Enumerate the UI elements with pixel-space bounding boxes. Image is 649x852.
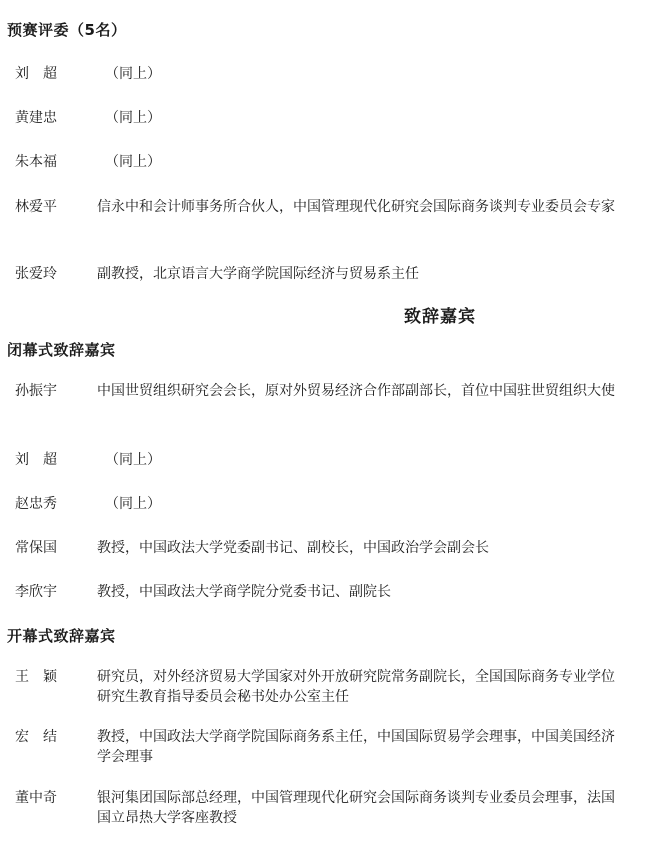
person-description: （同上）: [105, 154, 161, 170]
person-description: 副教授，北京语言大学商学院国际经济与贸易系主任: [97, 266, 419, 282]
person-name: 林爱平: [15, 199, 57, 215]
person-name: 黄建忠: [15, 110, 57, 126]
person-name: 张爱玲: [15, 266, 57, 282]
person-description: 中国世贸组织研究会会长，原对外贸易经济合作部副部长，首位中国驻世贸组织大使: [97, 383, 615, 399]
person-description: （同上）: [105, 110, 161, 126]
person-description: 教授，中国政法大学商学院国际商务系主任，中国国际贸易学会理事，中国美国经济学会理事: [97, 729, 615, 765]
closing-guests-heading: 闭幕式致辞嘉宾: [7, 341, 116, 359]
person-name: 常保国: [15, 540, 57, 556]
person-name: 董中奇: [15, 790, 57, 806]
person-name: 孙振宇: [15, 383, 57, 399]
person-description: （同上）: [105, 66, 161, 82]
person-name: 刘 超: [15, 66, 57, 82]
person-description: 教授，中国政法大学党委副书记、副校长，中国政治学会副会长: [97, 540, 489, 556]
person-description: 教授，中国政法大学商学院分党委书记、副院长: [97, 584, 391, 600]
guests-section-title: 致辞嘉宾: [404, 307, 476, 327]
person-name: 李欣宇: [15, 584, 57, 600]
person-description: （同上）: [105, 496, 161, 512]
person-name: 朱本福: [15, 154, 57, 170]
person-name: 王 颖: [15, 669, 57, 685]
person-name: 宏 结: [15, 729, 57, 745]
prelim-judges-heading: 预赛评委（5名）: [7, 21, 127, 39]
person-description: 研究员，对外经济贸易大学国家对外开放研究院常务副院长，全国国际商务专业学位研究生教育指导委员会秘书处办公室主任: [97, 669, 615, 705]
person-name: 刘 超: [15, 452, 57, 468]
opening-guests-heading: 开幕式致辞嘉宾: [7, 627, 116, 645]
person-description: 信永中和会计师事务所合伙人，中国管理现代化研究会国际商务谈判专业委员会专家: [97, 199, 615, 215]
person-description: 银河集团国际部总经理，中国管理现代化研究会国际商务谈判专业委员会理事，法国国立昂热大学客座教授: [97, 790, 615, 826]
person-name: 赵忠秀: [15, 496, 57, 512]
person-description: （同上）: [105, 452, 161, 468]
